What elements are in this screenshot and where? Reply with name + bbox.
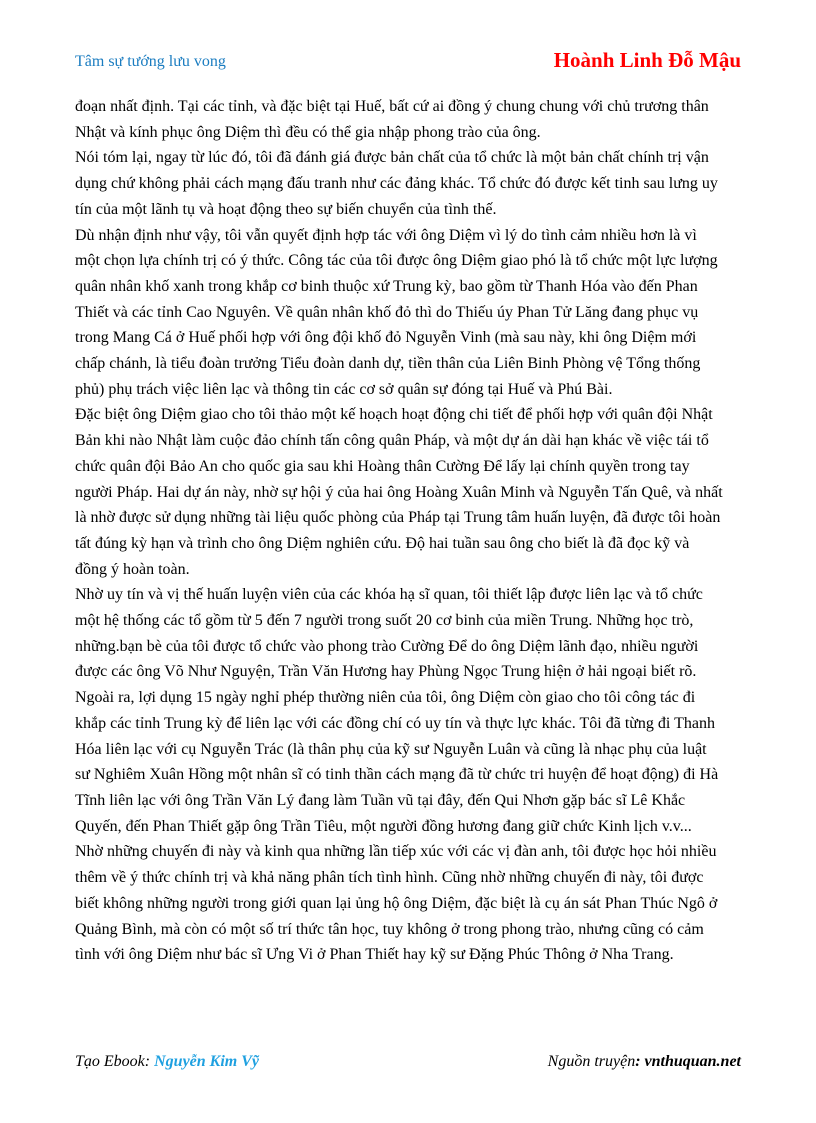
ebook-credit bbox=[75, 1053, 259, 1071]
text-line: Hóa liên lạc với cụ Nguyễn Trác (là thân phụ của kỹ sư Nguyễn Luân và cũng là nhạc phụ của luật bbox=[75, 740, 707, 758]
source-separator: : bbox=[635, 1053, 645, 1070]
text-line: đồng ý hoàn toàn. bbox=[75, 560, 190, 578]
text-line: là nhờ được sử dụng những tài liệu quốc phòng của Pháp tại Trung tâm huấn luyện, đã được tôi hoàn bbox=[75, 509, 721, 527]
text-line: tín của một lãnh tụ và hoạt động theo sự biến chuyển của tình thế. bbox=[75, 200, 497, 218]
text-line: một chọn lựa chính trị có ý thức. Công tác của tôi được ông Diệm giao phó là tổ chức một lực lượng bbox=[75, 252, 718, 270]
page-footer bbox=[75, 1053, 741, 1077]
text-line: tất đúng kỳ hạn và trình cho ông Diệm nghiên cứu. Độ hai tuần sau ông cho biết là đã đọc kỹ và bbox=[75, 534, 690, 552]
text-line: được các ông Võ Như Nguyện, Trần Văn Hương hay Phùng Ngọc Trung hiện ở hải ngoại biết rõ. bbox=[75, 663, 697, 681]
text-line: thêm về ý thức chính trị và khả năng phân tích tình hình. Cũng nhờ những chuyến đi này, tôi được bbox=[75, 869, 704, 887]
text-line: những.bạn bè của tôi được tổ chức vào phong trào Cường Để do ông Diệm lãnh đạo, nhiều người bbox=[75, 637, 699, 655]
text-line: Nhờ uy tín và vị thế huấn luyện viên của các khóa hạ sĩ quan, tôi thiết lập được liên lạc và tổ chức bbox=[75, 586, 703, 604]
ebook-creator: Nguyễn Kim Vỹ bbox=[154, 1053, 259, 1070]
text-line: Nói tóm lại, ngay từ lúc đó, tôi đã đánh giá được bản chất của tổ chức là một bản chất chính trị vận bbox=[75, 149, 709, 167]
ebook-separator: : bbox=[144, 1053, 155, 1070]
text-line: chấp chánh, là tiểu đoàn trưởng Tiểu đoàn danh dự, tiền thân của Liên Binh Phòng vệ Tổng thống bbox=[75, 355, 701, 373]
page-header bbox=[75, 48, 741, 78]
text-line: trong Mang Cá ở Huế phối hợp với ông đội khố đỏ Nguyễn Vinh (mà sau này, khi ông Diệm mới bbox=[75, 329, 697, 347]
text-line: khắp các tỉnh Trung kỳ để liên lạc với các đồng chí có uy tín và thực lực khác. Tôi đã từng đi Thanh bbox=[75, 714, 715, 732]
page-body bbox=[75, 94, 755, 968]
text-line: Bản khi nào Nhật làm cuộc đảo chính tấn công quân Pháp, và một dự án dài hạn khác về việc tái tổ bbox=[75, 432, 709, 450]
text-line: dụng chứ không phải cách mạng đấu tranh như các đảng khác. Tổ chức đó được kết tinh sau lưng uy bbox=[75, 175, 718, 193]
source-label: Nguồn truyện bbox=[547, 1053, 636, 1070]
ebook-label: Tạo Ebook bbox=[75, 1053, 145, 1070]
text-line: Nhờ những chuyến đi này và kinh qua những lần tiếp xúc với các vị đàn anh, tôi được học hỏi nhiều bbox=[75, 843, 717, 861]
text-line: tình với ông Diệm như bác sĩ Ưng Vi ở Phan Thiết hay kỹ sư Đặng Phúc Thông ở Nha Trang. bbox=[75, 946, 674, 964]
text-line: người Pháp. Hai dự án này, nhờ sự hội ý của hai ông Hoàng Xuân Minh và Nguyễn Tấn Quê, và nhất bbox=[75, 483, 723, 501]
text-line: đoạn nhất định. Tại các tỉnh, và đặc biệt tại Huế, bất cứ ai đồng ý chung chung với chủ trương thân bbox=[75, 98, 709, 115]
text-line: biết không những người trong giới quan lại ủng hộ ông Diệm, đặc biệt là cụ án sát Phan Thúc Ngô ở bbox=[75, 894, 718, 912]
text-line: Dù nhận định như vậy, tôi vẫn quyết định hợp tác với ông Diệm vì lý do tình cảm nhiều hơn là vì bbox=[75, 226, 697, 244]
text-line: Quảng Bình, mà còn có một số trí thức tân học, tuy không ở trong phong trào, nhưng cũng có cảm bbox=[75, 920, 704, 938]
text-line: Thiết và các tỉnh Cao Nguyên. Về quân nhân khố đỏ thì do Thiếu úy Phan Tử Lăng đang phục vụ bbox=[75, 303, 699, 321]
source-credit bbox=[548, 1053, 741, 1071]
source-site: vnthuquan.net bbox=[644, 1053, 741, 1070]
text-line: sư Nghiêm Xuân Hồng một nhân sĩ có tinh thần cách mạng đã từ chức tri huyện để hoạt động) đi Hà bbox=[75, 766, 719, 784]
text-line: chức quân đội Bảo An cho quốc gia sau khi Hoàng thân Cường Để lấy lại chính quyền trong tay bbox=[75, 457, 690, 475]
text-line: Ngoài ra, lợi dụng 15 ngày nghỉ phép thường niên của tôi, ông Diệm còn giao cho tôi công tác đi bbox=[75, 689, 696, 707]
text-line: phủ) phụ trách việc liên lạc và thông tin các cơ sở quân sự đóng tại Huế và Phú Bài. bbox=[75, 380, 613, 398]
text-line: quân nhân khố xanh trong khắp cơ binh thuộc xứ Trung kỳ, bao gồm từ Thanh Hóa vào đến Phan bbox=[75, 277, 698, 295]
text-line: Đặc biệt ông Diệm giao cho tôi thảo một kế hoạch hoạt động chi tiết để phối hợp với quân đội Nhật bbox=[75, 406, 713, 424]
book-title: Tâm sự tướng lưu vong bbox=[75, 53, 226, 70]
text-line: Quyến, đến Phan Thiết gặp ông Trần Tiêu, một người đồng hương đang giữ chức Kinh lịch v.v... bbox=[75, 817, 692, 835]
text-line: Nhật và kính phục ông Diệm thì đều có thể gia nhập phong trào của ông. bbox=[75, 123, 541, 141]
author-name: Hoành Linh Đỗ Mậu bbox=[553, 48, 741, 72]
text-line: một hệ thống các tổ gồm từ 5 đến 7 người trong suốt 20 cơ binh của miền Trung. Những học trò, bbox=[75, 612, 694, 630]
text-line: Tĩnh liên lạc với ông Trần Văn Lý đang làm Tuần vũ tại đây, đến Qui Nhơn gặp bác sĩ Lê Khắc bbox=[75, 791, 686, 809]
